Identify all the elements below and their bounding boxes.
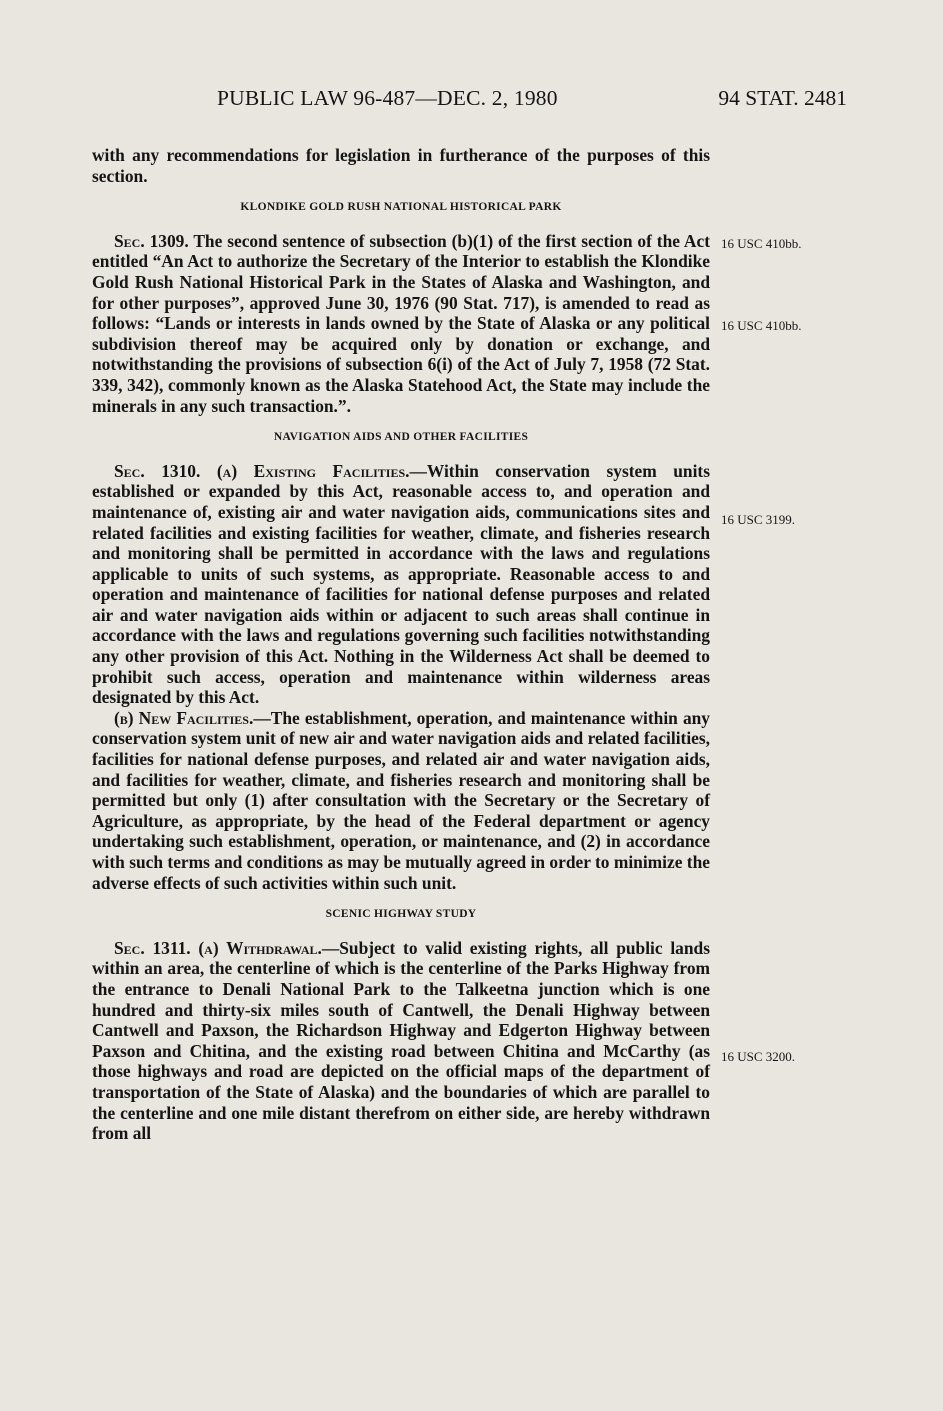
subsection-label: (a) Withdrawal. [198, 937, 322, 958]
paragraph-sec-1309: Sec. 1309. The second sentence of subsection (b)(1) of the first section of the Act entitled “An Act to authorize the Secretary of the Interior to establish the Klondike Gold Rush National Historical Park in the States of Alaska and Washington, and for other purposes”, approved June 30, 1976 (90 Stat. 717), is amended to read as follows: “Lands or interests in lands owned by the State of Alaska or any political subdivision thereof may be acquired only by donation or exchange, and notwithstanding the provisions of subsection 6(i) of the Act of July 7, 1958 (72 Stat. 339, 342), commonly known as the Alaska Statehood Act, the State may include the minerals in any such transaction.”. [92, 230, 710, 416]
margin-note-usc: 16 USC 410bb. [721, 318, 802, 333]
section-number: Sec. 1309. [114, 230, 189, 251]
paragraph-sec-1311-a: Sec. 1311. (a) Withdrawal.—Subject to valid existing rights, all public lands within an area, the centerline of which is the centerline of the Parks Highway from the entrance to Denali National Park to the Talkeetna junction which is one hundred and thirty-six miles south of Cantwell, the Denali Highway between Cantwell and Paxson, the Richardson Highway and Edgerton Highway between Paxson and Chitina, and the existing road between Chitina and McCarthy (as those highways and road are depicted on the official maps of the department of transportation of the State of Alaska) and the boundaries of which are parallel to the centerline and one mile distant therefrom on either side, are hereby withdrawn from all [92, 937, 710, 1144]
header-title: PUBLIC LAW 96-487—DEC. 2, 1980 [217, 86, 558, 110]
section-heading-navigation: NAVIGATION AIDS AND OTHER FACILITIES [273, 431, 529, 444]
margin-note-usc: 16 USC 3199. [721, 512, 796, 527]
margin-note-usc: 16 USC 3200. [721, 1049, 796, 1064]
section-heading-klondike: KLONDIKE GOLD RUSH NATIONAL HISTORICAL PARK [240, 201, 562, 214]
paragraph-sec-1310-a: Sec. 1310. (a) Existing Facilities.—Within conservation system units established or expanded by this Act, reasonable access to, and operation and maintenance of, existing air and water navigation aids, communications sites and related facilities and existing facilities for weather, climate, and fisheries research and monitoring shall be permitted in accordance with the laws and regulations applicable to units of such systems, as appropriate. Reasonable access to and operation and maintenance of facilities for national defense purposes and related air and water navigation aids within or adjacent to such areas shall continue in accordance with the laws and regulations governing such facilities notwithstanding any other provision of this Act. Nothing in the Wilderness Act shall be deemed to prohibit such access, operation and maintenance within wilderness areas designated by this Act. [92, 460, 710, 708]
section-number: Sec. 1311. [114, 937, 191, 958]
paragraph-continuation: with any recommendations for legislation in furtherance of the purposes of this section. [92, 145, 710, 186]
section-heading-scenic-highway: SCENIC HIGHWAY STUDY [325, 908, 477, 921]
page-header [0, 86, 943, 120]
subsection-label: (a) Existing Facilities. [216, 460, 410, 481]
statute-page-number: 94 STAT. 2481 [718, 86, 847, 110]
paragraph-sec-1310-b: (b) New Facilities.—The establishment, operation, and maintenance within any conservation system unit of new air and water navigation aids and related facilities, facilities for national defense purposes, and related air and water navigation aids, and facilities for weather, climate, and fisheries research and monitoring shall be permitted but only (1) after consultation with the Secretary or the Secretary of Agriculture, as appropriate, by the head of the Federal department or agency undertaking such establishment, operation, or maintenance, and (2) in accordance with such terms and conditions as may be mutually agreed in order to minimize the adverse effects of such activities within such unit. [92, 707, 711, 893]
section-number: Sec. 1310. [114, 460, 201, 481]
subsection-label: (b) New Facilities. [114, 707, 254, 728]
margin-note-usc: 16 USC 410bb. [721, 236, 802, 251]
body-text [92, 145, 710, 1144]
